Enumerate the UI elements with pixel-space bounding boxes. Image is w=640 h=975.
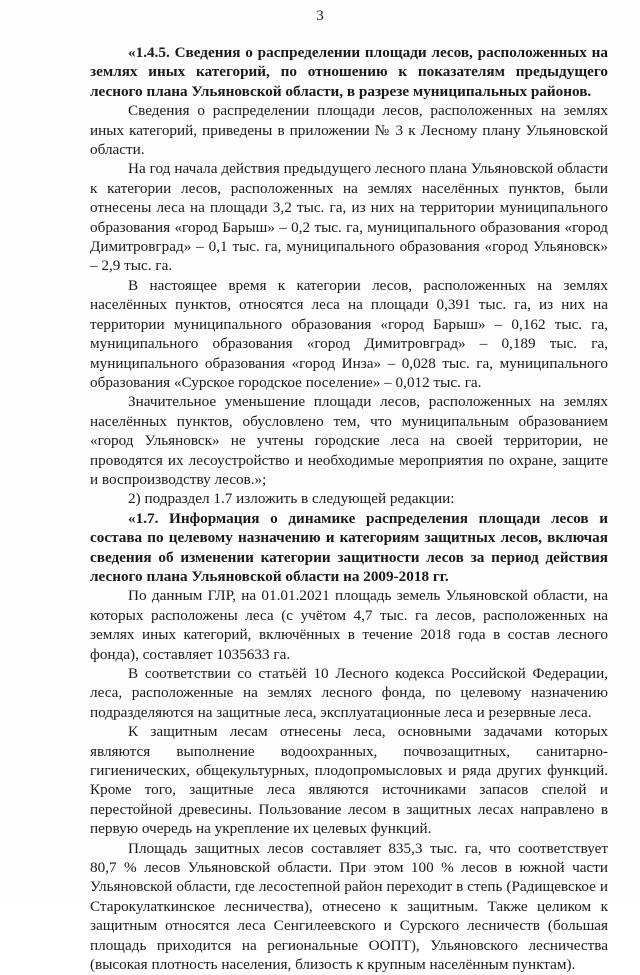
paragraph: На год начала действия предыдущего лесного плана Ульяновской области к категории лесов, расположенных на землях населённых пунктов, были отнесены леса на площади 3,2 тыс. га, из них на территории муниципального образования «город Барыш» – 0,2 тыс. га, муниципального образования «город Димитровград» – 0,1 тыс. га, муниципального образования «город Ульяновск» – 2,9 тыс. га.	[90, 160, 608, 275]
paragraph-instruction: 2) подраздел 1.7 изложить в следующей редакции:	[128, 490, 455, 508]
section-heading-1-4-5: «1.4.5. Сведения о распределении площади лесов, расположенных на землях иных категорий, по отношению к показателям предыдущего лесного плана Ульяновской области, в разрезе муниципальных районов.	[90, 44, 608, 100]
section-heading-1-7: «1.7. Информация о динамике распределения площади лесов и состава по целевому назначению и категориям защитных лесов, включая сведения об изменении категории защитности лесов за период действия лесного плана Ульяновской области на 2009-2018 гг.	[90, 509, 608, 585]
paragraph: К защитным лесам отнесены леса, основными задачами которых являются выполнение водоохранных, почвозащитных, санитарно-гигиенических, общекультурных, плодопромысловых и ряда других функций. Кроме того, защитные леса являются источниками запасов спелой и перестойной древесины. Пользование лесом в защитных лесах направлено в первую очередь на укрепление их целевых функций.	[90, 723, 608, 838]
page-number: 3	[316, 8, 324, 24]
paragraph: В настоящее время к категории лесов, расположенных на землях населённых пунктов, относятся леса на площади 0,391 тыс. га, из них на территории муниципального образования «город Барыш» – 0,162 тыс. га, муниципального образования «город Димитровград» – 0,189 тыс. га, муниципального образования «город Инза» – 0,028 тыс. га, муниципального образования «Сурское городское поселение» – 0,012 тыс. га.	[90, 276, 608, 391]
paragraph: По данным ГЛР, на 01.01.2021 площадь земель Ульяновской области, на которых расположены леса (с учётом 4,7 тыс. га лесов, расположенных на землях иных категорий, включённых в течение 2018 года в состав лесного фонда), составляет 1035633 га.	[90, 587, 608, 663]
document-body	[90, 43, 608, 975]
paragraph: Сведения о распределении площади лесов, расположенных на землях иных категорий, приведены в приложении № 3 к Лесному плану Ульяновской области.	[90, 102, 608, 159]
paragraph: Площадь защитных лесов составляет 835,3 тыс. га, что соответствует 80,7 % лесов Ульяновской области. При этом 100 % лесов в южной части Ульяновской области, где лесостепной район переходит в степь (Радищевское и Старокулаткинское лесничества), отнесено к защитным. Также целиком к защитным относятся леса Сенгилеевского и Сурского лесничеств (большая площадь приходится на региональные ООПТ), Ульяновского лесничества (высокая плотность населения, близость к крупным населённым пунктам).	[90, 839, 608, 974]
paragraph: Значительное уменьшение площади лесов, расположенных на землях населённых пунктов, обусловлено тем, что муниципальным образованием «город Ульяновск» не учтены городские леса на своей территории, не проводятся их лесоустройство и необходимые мероприятия по охране, защите и воспроизводству лесов.»;	[90, 393, 608, 488]
paragraph: В соответствии со статьёй 10 Лесного кодекса Российской Федерации, леса, расположенные на землях лесного фонда, по целевому назначению подразделяются на защитные леса, эксплуатационные леса и резервные леса.	[90, 665, 608, 721]
